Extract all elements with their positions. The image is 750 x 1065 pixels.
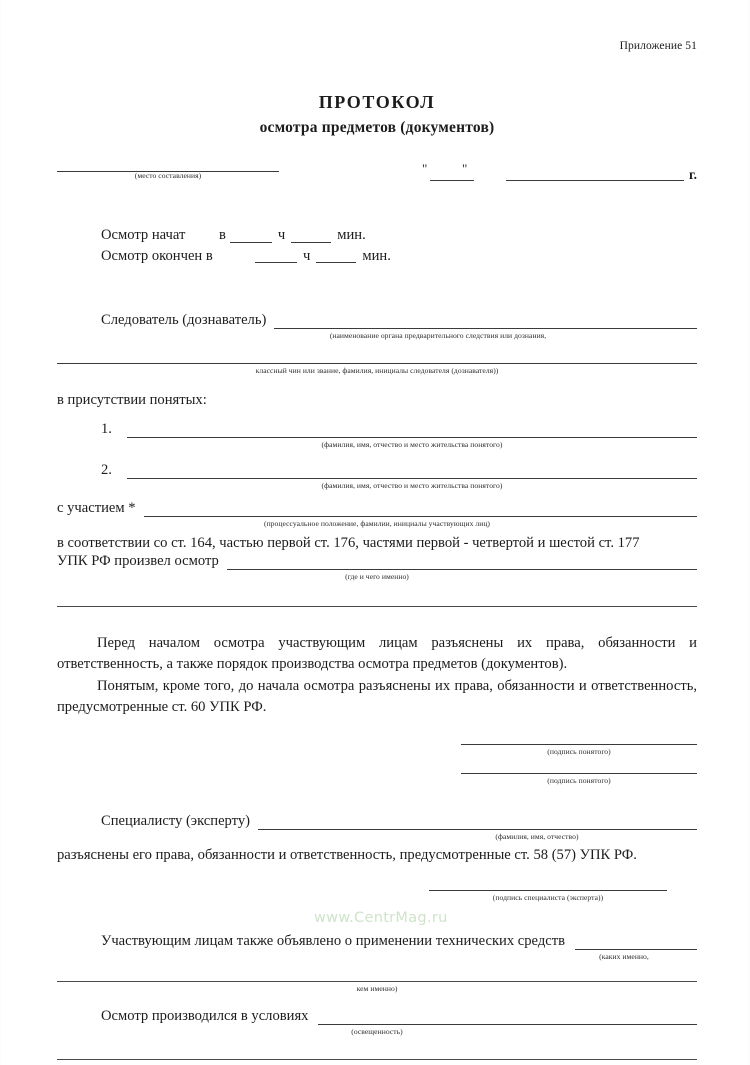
- participants-caption: (процессуальное положение, фамилии, инициалы участвующих лиц): [263, 519, 491, 529]
- inspection-extra-rule[interactable]: [57, 606, 697, 607]
- start-time-label: Осмотр начат: [101, 227, 186, 243]
- minutes-unit-start: мин.: [337, 227, 366, 243]
- inspection-caption: (где и чего именно): [345, 572, 409, 582]
- start-minutes-input[interactable]: [291, 242, 331, 243]
- inspection-input[interactable]: [227, 569, 697, 570]
- investigator-label: Следователь (дознаватель): [101, 312, 267, 329]
- technical-means-input[interactable]: [575, 949, 697, 950]
- inspection-row: [57, 553, 697, 570]
- legal-basis-text: в соответствии со ст. 164, частью первой ст. 176, частями первой - четвертой и шестой ст. 177: [57, 535, 640, 552]
- investigator-caption-2: классный чин или звание, фамилия, инициалы следователя (дознавателя)): [255, 366, 499, 376]
- inspection-times: [57, 225, 697, 266]
- witness-row-2: [57, 462, 697, 479]
- conditions-input[interactable]: [318, 1024, 697, 1025]
- witness-caption-1: (фамилия, имя, отчество и место жительства понятого): [321, 439, 503, 449]
- date-field[interactable]: [407, 163, 697, 181]
- appendix-label: Приложение 51: [619, 40, 697, 52]
- investigator-input[interactable]: [274, 328, 697, 329]
- document-subtitle: осмотра предметов (документов): [259, 119, 495, 136]
- technical-means-caption-by-whom: кем именно): [356, 984, 398, 994]
- witness-number-2: 2.: [101, 461, 112, 478]
- month-year-rule: [506, 180, 684, 181]
- specialist-signature-caption: (подпись специалиста (эксперта)): [492, 893, 604, 903]
- witness-signatures: [57, 744, 697, 785]
- conditions-caption: (освещенность): [351, 1027, 403, 1037]
- day-rule: [430, 180, 474, 181]
- rights-paragraphs: [57, 633, 697, 718]
- site-watermark: www.CentrMag.ru: [314, 910, 448, 926]
- quote-open: ": [422, 161, 428, 176]
- specialist-row: [57, 813, 697, 830]
- investigator-rule-2[interactable]: [57, 363, 697, 364]
- witness-row-1: [57, 421, 697, 438]
- bottom-rule: [57, 1059, 697, 1060]
- end-minutes-input[interactable]: [316, 262, 356, 263]
- witness-input-2[interactable]: [127, 478, 697, 479]
- witnesses-heading: в присутствии понятых:: [57, 391, 207, 408]
- hours-unit-end: ч: [303, 247, 311, 264]
- witness-signature-caption-2: (подпись понятого): [547, 775, 611, 785]
- conditions-row: [57, 1008, 697, 1025]
- participants-label: с участием *: [57, 500, 136, 517]
- document-title: ПРОТОКОЛ: [318, 92, 436, 112]
- rights-paragraph-2: Понятым, кроме того, до начала осмотра разъяснены их права, обязанности и ответственность, предусмотренные ст. 60 УПК РФ.: [57, 678, 697, 716]
- witness-signature-line-2[interactable]: [461, 773, 697, 774]
- specialist-input[interactable]: [258, 829, 697, 830]
- witness-caption-2: (фамилия, имя, отчество и место жительства понятого): [321, 480, 503, 490]
- technical-means-caption-which: (каких именно,: [599, 951, 649, 961]
- witness-input-1[interactable]: [127, 437, 697, 438]
- technical-means-text: Участвующим лицам также объявлено о применении технических средств: [101, 932, 566, 949]
- end-time-label: Осмотр окончен в: [101, 247, 213, 264]
- witness-signature-caption-1: (подпись понятого): [547, 746, 611, 756]
- witness-signature-line-1[interactable]: [461, 744, 697, 745]
- specialist-signature-line[interactable]: [429, 890, 667, 891]
- day-field[interactable]: [416, 163, 498, 181]
- participants-input[interactable]: [144, 516, 697, 517]
- place-field[interactable]: [57, 171, 279, 181]
- document-content: [57, 0, 697, 1060]
- technical-means-row: [57, 933, 697, 950]
- technical-means-rule-2[interactable]: [57, 981, 697, 982]
- signature-gap: [57, 757, 697, 773]
- quote-close: ": [462, 161, 468, 176]
- hours-unit-start: ч: [277, 227, 286, 243]
- rights-paragraph-1: Перед началом осмотра участвующим лицам разъяснены их права, обязанности и ответственность, а также порядок производства осмотра предметов (документов).: [57, 635, 697, 672]
- specialist-label: Специалисту (эксперту): [101, 813, 251, 830]
- investigator-caption-1: (наименование органа предварительного следствия или дознания,: [329, 331, 547, 341]
- conditions-label: Осмотр производился в условиях: [101, 1008, 309, 1025]
- investigator-row: [57, 312, 697, 329]
- witness-number-1: 1.: [101, 420, 112, 437]
- specialist-rights-text: разъяснены его права, обязанности и ответственность, предусмотренные ст. 58 (57) УПК РФ.: [57, 847, 637, 864]
- year-suffix: г.: [689, 166, 697, 182]
- start-time-prefix: в: [219, 227, 226, 243]
- end-time-row: [101, 246, 697, 267]
- place-caption: (место составления): [134, 171, 202, 181]
- specialist-caption: (фамилия, имя, отчество): [495, 832, 579, 842]
- participants-row: [57, 500, 697, 517]
- inspection-label: УПК РФ произвел осмотр: [57, 553, 219, 570]
- start-time-row: [101, 225, 697, 246]
- minutes-unit-end: мин.: [362, 247, 391, 264]
- end-hours-input[interactable]: [255, 262, 297, 263]
- start-hours-input[interactable]: [230, 242, 272, 243]
- place-and-date-row: [57, 163, 697, 181]
